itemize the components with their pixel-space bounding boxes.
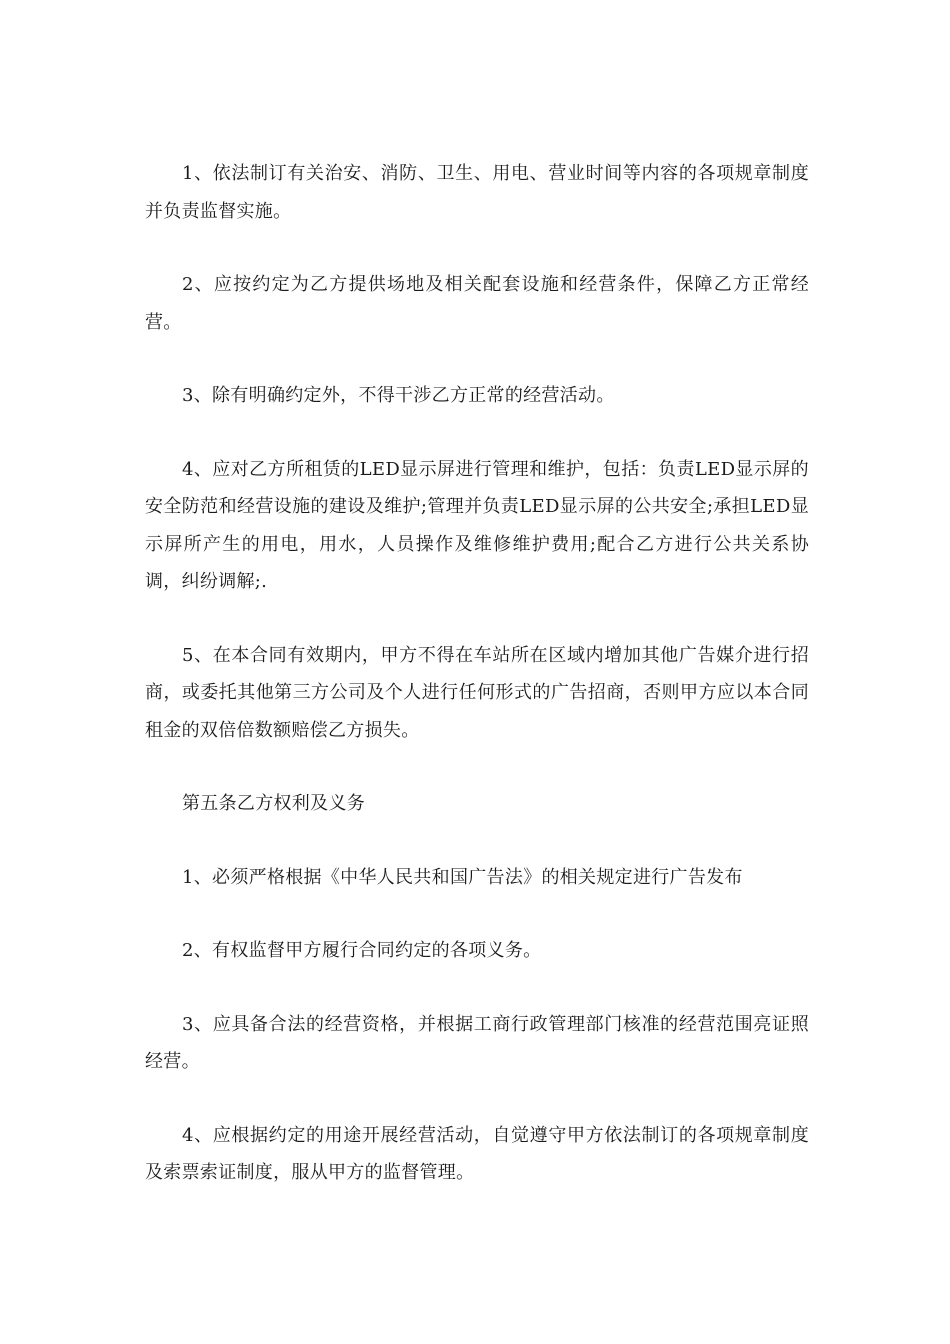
paragraph-gap: [145, 749, 809, 785]
clause-paragraph: 1、依法制订有关治安、消防、卫生、用电、营业时间等内容的各项规章制度并负责监督实施。: [145, 163, 809, 222]
paragraph-gap: [145, 970, 809, 1006]
clause-paragraph: 1、必须严格根据《中华人民共和国广告法》的相关规定进行广告发布: [182, 866, 743, 888]
section-heading: 第五条乙方权利及义务: [182, 793, 365, 814]
clause-paragraph: 4、应根据约定的用途开展经营活动，自觉遵守甲方依法制订的各项规章制度及索票索证制度，服从甲方的监督管理。: [145, 1124, 809, 1183]
paragraph-gap: [145, 601, 809, 637]
clause-paragraph: 5、在本合同有效期内，甲方不得在车站所在区域内增加其他广告媒介进行招商，或委托其他第三方公司及个人进行任何形式的广告招商，否则甲方应以本合同租金的双倍倍数额赔偿乙方损失。: [145, 644, 809, 741]
paragraph-gap: [145, 823, 809, 859]
clause-paragraph: 4、应对乙方所租赁的LED显示屏进行管理和维护，包括：负责LED显示屏的安全防范和经营设施的建设及维护;管理并负责LED显示屏的公共安全;承担LED显示屏所产生的用电，用水，人员操作及维修维护费用;配合乙方进行公共关系协调，纠纷调解;.: [145, 458, 809, 592]
clause-paragraph: 2、有权监督甲方履行合同约定的各项义务。: [182, 940, 542, 961]
paragraph-gap: [145, 896, 809, 932]
paragraph-gap: [145, 415, 809, 451]
document-body: [145, 155, 809, 1192]
clause-paragraph: 3、应具备合法的经营资格，并根据工商行政管理部门核准的经营范围亮证照经营。: [145, 1013, 809, 1072]
clause-paragraph: 3、除有明确约定外，不得干涉乙方正常的经营活动。: [182, 385, 615, 406]
paragraph-gap: [145, 1081, 809, 1117]
paragraph-gap: [145, 341, 809, 377]
clause-paragraph: 2、应按约定为乙方提供场地及相关配套设施和经营条件，保障乙方正常经营。: [145, 274, 809, 333]
paragraph-gap: [145, 230, 809, 266]
